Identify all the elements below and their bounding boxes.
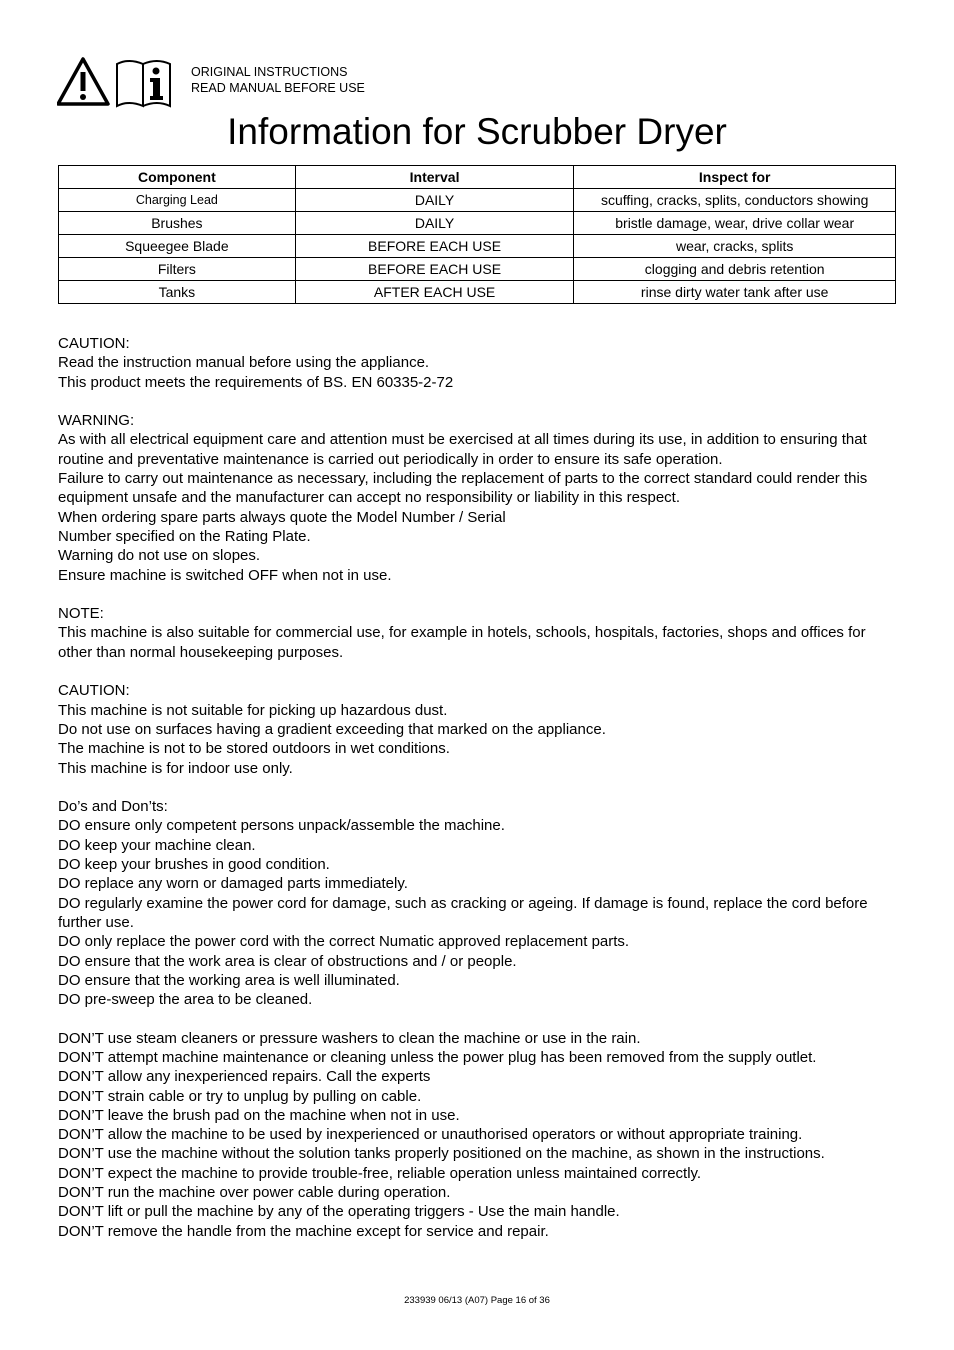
caution-section-2 xyxy=(58,681,898,777)
text-line: DO replace any worn or damaged parts immediately. xyxy=(58,875,408,893)
table-header-row xyxy=(59,166,896,189)
table-cell: Filters xyxy=(59,258,296,281)
text-line: This machine is also suitable for commercial use, for example in hotels, schools, hospitals, factories, shops and offices for other than normal housekeeping purposes. xyxy=(58,624,866,661)
text-line: DO ensure only competent persons unpack/assemble the machine. xyxy=(58,817,505,835)
text-line: DON’T expect the machine to provide trouble-free, reliable operation unless maintained correctly. xyxy=(58,1164,702,1182)
text-line: DON’T remove the handle from the machine except for service and repair. xyxy=(58,1222,549,1240)
column-header: Interval xyxy=(295,166,574,189)
table-row xyxy=(59,235,896,258)
table-row xyxy=(59,258,896,281)
text-line: Read the instruction manual before using the appliance. xyxy=(58,354,430,372)
text-line: As with all electrical equipment care and attention must be exercised at all times during its use, in addition to ensuring that routine and preventative maintenance is carried out periodically in order to ensure its safe operation. xyxy=(58,431,867,468)
table-cell: AFTER EACH USE xyxy=(295,281,574,304)
table-cell: DAILY xyxy=(295,189,574,212)
text-line: The machine is not to be stored outdoors in wet conditions. xyxy=(58,740,450,758)
text-line: DON’T strain cable or try to unplug by pulling on cable. xyxy=(58,1087,422,1105)
column-header: Inspect for xyxy=(574,166,896,189)
section-heading: Do’s and Don’ts: xyxy=(58,798,168,816)
table-cell: rinse dirty water tank after use xyxy=(574,281,896,304)
text-line: DON’T leave the brush pad on the machine when not in use. xyxy=(58,1106,460,1124)
table-cell: BEFORE EACH USE xyxy=(295,235,574,258)
text-line: DO pre-sweep the area to be cleaned. xyxy=(58,991,313,1009)
table-cell: DAILY xyxy=(295,212,574,235)
table-row xyxy=(59,189,896,212)
text-line: DO keep your brushes in good condition. xyxy=(58,856,330,874)
warning-section xyxy=(58,411,898,585)
text-line: Warning do not use on slopes. xyxy=(58,547,261,565)
text-line: DO ensure that the work area is clear of obstructions and / or people. xyxy=(58,952,517,970)
header-line-2: READ MANUAL BEFORE USE xyxy=(191,81,365,95)
text-line: DON’T attempt machine maintenance or cleaning unless the power plug has been removed from the supply outlet. xyxy=(58,1048,817,1066)
text-line: Failure to carry out maintenance as necessary, including the replacement of parts to the correct standard could render this equipment unsafe and the manufacturer can accept no responsibility or liability in this respect. xyxy=(58,470,868,507)
column-header: Component xyxy=(59,166,296,189)
manual-info-icon xyxy=(117,61,170,106)
maintenance-table xyxy=(58,165,896,304)
page-title: Information for Scrubber Dryer xyxy=(227,111,727,152)
table-row xyxy=(59,212,896,235)
text-line: DO regularly examine the power cord for damage, such as cracking or ageing. If damage is found, replace the cord before further use. xyxy=(58,894,868,931)
table-cell: Tanks xyxy=(59,281,296,304)
text-line: Do not use on surfaces having a gradient exceeding that marked on the appliance. xyxy=(58,720,606,738)
donts-section xyxy=(58,1029,898,1241)
table-cell: wear, cracks, splits xyxy=(574,235,896,258)
header-notice xyxy=(191,64,365,96)
caution-section xyxy=(58,334,898,392)
text-line: DON’T use the machine without the solution tanks properly positioned on the machine, as shown in the instructions. xyxy=(58,1145,825,1163)
page-footer: 233939 06/13 (A07) Page 16 of 36 xyxy=(404,1295,550,1306)
section-heading: CAUTION: xyxy=(58,335,130,352)
text-line: DO only replace the power cord with the correct Numatic approved replacement parts. xyxy=(58,933,630,951)
table-cell: Charging Lead xyxy=(59,189,296,212)
instructions-body xyxy=(58,334,898,1260)
header-icons xyxy=(57,56,175,108)
text-line: This product meets the requirements of BS. EN 60335-2-72 xyxy=(58,373,454,391)
text-line: Number specified on the Rating Plate. xyxy=(58,527,311,545)
section-heading: NOTE: xyxy=(58,605,104,623)
text-line: DON’T lift or pull the machine by any of the operating triggers - Use the main handle. xyxy=(58,1203,620,1221)
table-cell: Squeegee Blade xyxy=(59,235,296,258)
table-cell: Brushes xyxy=(59,212,296,235)
table-row xyxy=(59,281,896,304)
warning-triangle-icon xyxy=(58,59,108,104)
text-line: When ordering spare parts always quote the Model Number / Serial xyxy=(58,508,506,526)
table-cell: BEFORE EACH USE xyxy=(295,258,574,281)
text-line: This machine is not suitable for picking up hazardous dust. xyxy=(58,701,448,719)
text-line: Ensure machine is switched OFF when not in use. xyxy=(58,566,392,584)
note-section xyxy=(58,604,898,662)
table-cell: bristle damage, wear, drive collar wear xyxy=(574,212,896,235)
text-line: DO ensure that the working area is well illuminated. xyxy=(58,971,400,989)
header-line-1: ORIGINAL INSTRUCTIONS xyxy=(191,65,348,79)
text-line: DON’T allow the machine to be used by inexperienced or unauthorised operators or without appropriate training. xyxy=(58,1126,803,1144)
text-line: This machine is for indoor use only. xyxy=(58,759,293,777)
dos-section xyxy=(58,797,898,1009)
text-line: DON’T run the machine over power cable during operation. xyxy=(58,1184,451,1202)
text-line: DON’T use steam cleaners or pressure washers to clean the machine or use in the rain. xyxy=(58,1029,641,1047)
text-line: DON’T allow any inexperienced repairs. Call the experts xyxy=(58,1068,431,1086)
table-cell: clogging and debris retention xyxy=(574,258,896,281)
section-heading: CAUTION: xyxy=(58,682,130,700)
section-heading: WARNING: xyxy=(58,412,135,430)
text-line: DO keep your machine clean. xyxy=(58,836,256,854)
table-cell: scuffing, cracks, splits, conductors showing xyxy=(574,189,896,212)
